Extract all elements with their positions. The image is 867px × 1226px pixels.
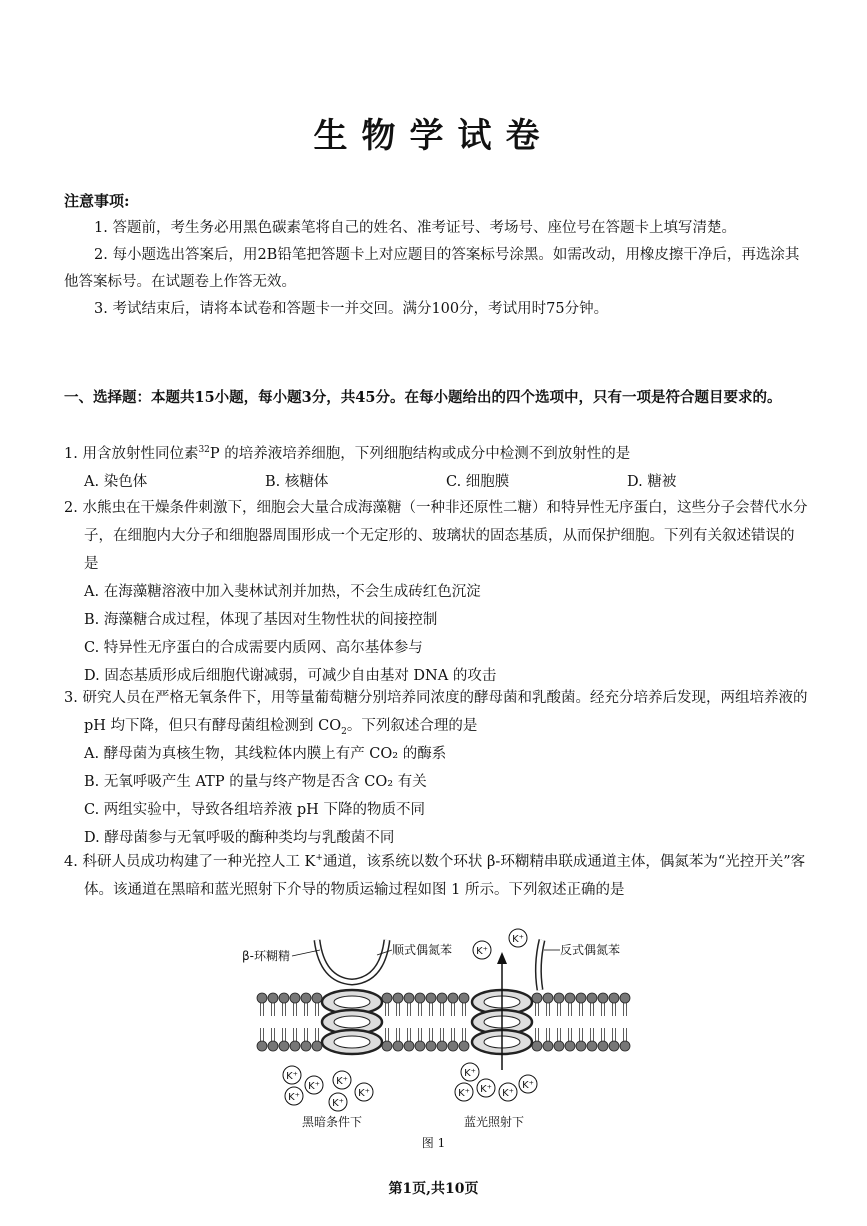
lipid-molecule <box>279 1028 289 1051</box>
caption-blue: 蓝光照射下 <box>464 1115 525 1129</box>
option: D. 糖被 <box>627 474 677 490</box>
lipid-molecule <box>609 1028 619 1051</box>
option: D. 固态基质形成后细胞代谢减弱，可减少自由基对 DNA 的攻击 <box>84 668 497 684</box>
lipid-molecule <box>587 993 597 1016</box>
lipid-molecule <box>532 993 542 1016</box>
lipid-molecule <box>565 993 575 1016</box>
question-stem: 3. 研究人员在严格无氧条件下，用等量葡萄糖分别培养同浓度的酵母菌和乳酸菌。经充分培养后发现，两组培养液的 pH 均下降，但只有酵母菌组检测到 $CO_2$。下列叙述合理的是 <box>64 690 808 737</box>
caption-dark: 黑暗条件下 <box>302 1115 363 1129</box>
lipid-molecule <box>393 993 403 1016</box>
notice-block <box>64 215 808 323</box>
lipid-molecule <box>543 993 553 1016</box>
k-ions-dark <box>283 1066 373 1111</box>
option: C. 细胞膜 <box>446 474 510 490</box>
lipid-molecule <box>426 1028 436 1051</box>
notice-heading: 注意事项: <box>64 192 130 210</box>
lipid-bilayer <box>257 993 630 1051</box>
lipid-molecule <box>404 993 414 1016</box>
question-stem: 2. 水熊虫在干燥条件刺激下，细胞会大量合成海藻糖（一种非还原性二糖）和特异性无序蛋白，这些分子会替代水分子，在细胞内大分子和细胞器周围形成一个无定形的、玻璃状的固态基质，从而保护细胞。下列有关叙述错误的是 <box>64 500 808 572</box>
page-footer: 第1页,共10页 <box>388 1181 479 1197</box>
lipid-molecule <box>437 1028 447 1051</box>
label-cyclodextrin: β-环糊精 <box>242 949 290 963</box>
option: A. 酵母菌为真核生物，其线粒体内膜上有产 CO₂ 的酶系 <box>84 746 447 762</box>
notice-item: 1. 答题前，考生务必用黑色碳素笔将自己的姓名、准考证号、考场号、座位号在答题卡上填写清楚。 <box>94 220 736 236</box>
question-stem: 4. 科研人员成功构建了一种光控人工 K+通道，该系统以数个环状 β-环糊精串联成通道主体，偶氮苯为“光控开关”客体。该通道在黑暗和蓝光照射下介导的物质运输过程如图 1 所示。下列叙述正确的是 <box>64 853 806 898</box>
lipid-molecule <box>598 993 608 1016</box>
notice-item: 2. 每小题选出答案后，用2B铅笔把答题卡上对应题目的答案标号涂黑。如需改动，用橡皮擦干净后，再选涂其他答案标号。在试题卷上作答无效。 <box>64 247 800 290</box>
lipid-molecule <box>382 993 392 1016</box>
lipid-molecule <box>437 993 447 1016</box>
question-3 <box>64 684 808 852</box>
lipid-molecule <box>448 1028 458 1051</box>
option: C. 两组实验中，导致各组培养液 pH 下降的物质不同 <box>84 802 425 818</box>
lipid-molecule <box>587 1028 597 1051</box>
lipid-molecule <box>565 1028 575 1051</box>
lipid-molecule <box>312 1028 322 1051</box>
option-row <box>64 468 808 496</box>
lipid-molecule <box>301 1028 311 1051</box>
section-heading: 一、选择题：本题共15小题，每小题3分，共45分。在每小题给出的四个选项中，只有一项是符合题目要求的。 <box>64 389 782 406</box>
lipid-molecule <box>290 993 300 1016</box>
option: B. 核糖体 <box>265 474 329 490</box>
channel-blue <box>472 940 542 1070</box>
lipid-molecule <box>312 993 322 1016</box>
lipid-molecule <box>459 1028 469 1051</box>
lipid-molecule <box>576 993 586 1016</box>
option: A. 染色体 <box>84 474 148 490</box>
lipid-molecule <box>279 993 289 1016</box>
lipid-molecule <box>620 993 630 1016</box>
lipid-molecule <box>532 1028 542 1051</box>
page-title: 生物学试卷 <box>313 116 554 156</box>
lipid-molecule <box>257 1028 267 1051</box>
lipid-molecule <box>268 993 278 1016</box>
figure-1: K⁺ β-环糊精 顺式偶氮苯 反式偶氮苯 黑暗条件下 蓝光照射下 <box>242 920 642 1130</box>
question-4 <box>64 848 808 904</box>
lipid-molecule <box>382 1028 392 1051</box>
lipid-molecule <box>426 993 436 1016</box>
lipid-molecule <box>404 1028 414 1051</box>
lipid-molecule <box>393 1028 403 1051</box>
lipid-molecule <box>554 1028 564 1051</box>
label-cis-azobenzene: 顺式偶氮苯 <box>392 943 453 957</box>
question-2 <box>64 494 808 690</box>
lipid-molecule <box>543 1028 553 1051</box>
question-stem: 1. 用含放射性同位素$^{32}$P 的培养液培养细胞，下列细胞结构或成分中检测不到放射性的是 <box>64 445 631 462</box>
lipid-molecule <box>554 993 564 1016</box>
question-1 <box>64 440 808 496</box>
lipid-molecule <box>415 993 425 1016</box>
lipid-molecule <box>415 1028 425 1051</box>
lipid-molecule <box>301 993 311 1016</box>
lipid-molecule <box>620 1028 630 1051</box>
lipid-molecule <box>448 993 458 1016</box>
lipid-molecule <box>459 993 469 1016</box>
figure-label: 图 1 <box>421 1136 446 1150</box>
lipid-molecule <box>576 1028 586 1051</box>
option: B. 海藻糖合成过程，体现了基因对生物性状的间接控制 <box>84 612 438 628</box>
option: A. 在海藻糖溶液中加入斐林试剂并加热，不会生成砖红色沉淀 <box>84 584 481 600</box>
lipid-molecule <box>268 1028 278 1051</box>
lipid-molecule <box>598 1028 608 1051</box>
option: B. 无氧呼吸产生 ATP 的量与终产物是否含 CO₂ 有关 <box>84 774 427 790</box>
option: C. 特异性无序蛋白的合成需要内质网、高尔基体参与 <box>84 640 423 656</box>
lipid-molecule <box>290 1028 300 1051</box>
lipid-molecule <box>609 993 619 1016</box>
option: D. 酵母菌参与无氧呼吸的酶种类均与乳酸菌不同 <box>84 830 395 846</box>
channel-dark <box>317 940 387 1054</box>
notice-item: 3. 考试结束后，请将本试卷和答题卡一并交回。满分100分，考试用时75分钟。 <box>94 301 609 317</box>
lipid-molecule <box>257 993 267 1016</box>
label-trans-azobenzene: 反式偶氮苯 <box>560 943 621 957</box>
